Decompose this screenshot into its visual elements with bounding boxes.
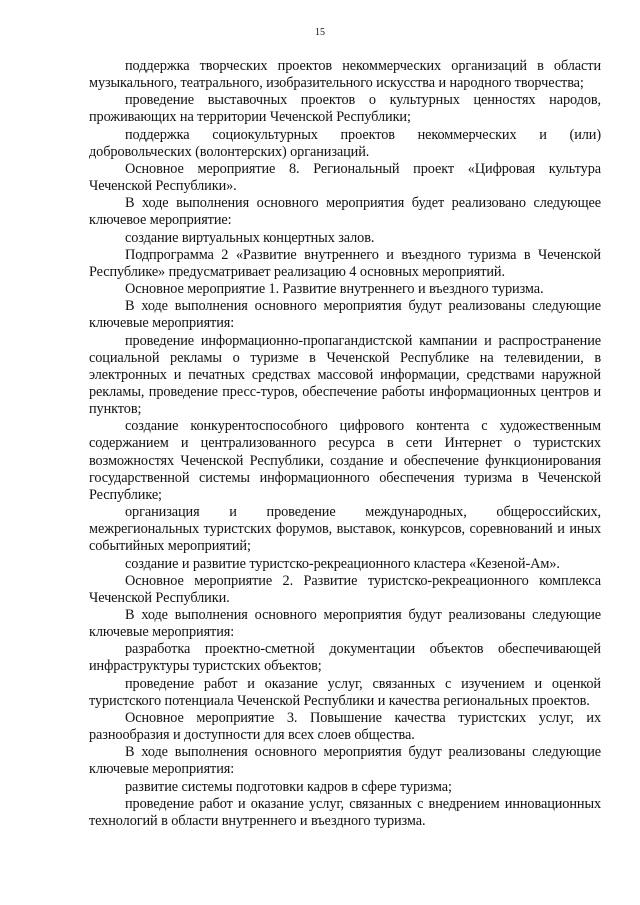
paragraph: разработка проектно-сметной документации объектов обеспечивающей инфраструктуры туристских объектов;	[89, 641, 601, 675]
paragraph: проведение выставочных проектов о культурных ценностях народов, проживающих на территории Чеченской Республики;	[89, 92, 601, 126]
paragraph: проведение информационно-пропагандистской кампании и распространение социальной рекламы о туризме в Чеченской Республике на телевидении, в электронных и печатных средствах массовой информации, средствами наружной рекламы, проведение пресс-туров, обеспечение работы информационных центров и пунктов;	[89, 332, 601, 418]
paragraph: В ходе выполнения основного мероприятия будут реализованы следующие ключевые мероприятия:	[89, 607, 601, 641]
document-body	[89, 58, 601, 830]
page-number: 15	[315, 27, 325, 38]
paragraph: Подпрограмма 2 «Развитие внутреннего и въездного туризма в Чеченской Республике» предусматривает реализацию 4 основных мероприятий.	[89, 246, 601, 280]
paragraph: проведение работ и оказание услуг, связанных с изучением и оценкой туристского потенциала Чеченской Республики и качества региональных проектов.	[89, 675, 601, 709]
paragraph: создание виртуальных концертных залов.	[125, 229, 375, 246]
paragraph: В ходе выполнения основного мероприятия будет реализовано следующее ключевое мероприятие:	[89, 195, 601, 229]
paragraph: проведение работ и оказание услуг, связанных с внедрением инновационных технологий в области внутреннего и въездного туризма.	[89, 795, 601, 829]
paragraph: поддержка творческих проектов некоммерческих организаций в области музыкального, театрального, изобразительного искусства и народного творчества;	[89, 58, 601, 92]
paragraph: организация и проведение международных, общероссийских, межрегиональных туристских форумов, выставок, конкурсов, соревнований и иных событийных мероприятий;	[89, 504, 601, 555]
paragraph: В ходе выполнения основного мероприятия будут реализованы следующие ключевые мероприятия:	[89, 298, 601, 332]
paragraph: создание конкурентоспособного цифрового контента с художественным содержанием и централизованного ресурса в сети Интернет о туристских возможностях Чеченской Республики, создание и обеспечение функционирования государственной системы информационного обеспечения туризма в Чеченской Республике;	[89, 418, 601, 503]
paragraph: развитие системы подготовки кадров в сфере туризма;	[125, 778, 452, 795]
paragraph: Основное мероприятие 1. Развитие внутреннего и въездного туризма.	[125, 281, 544, 298]
paragraph: создание и развитие туристско-рекреационного кластера «Кезеной-Ам».	[125, 555, 560, 572]
paragraph: Основное мероприятие 3. Повышение качества туристских услуг, их разнообразия и доступности для всех слоев общества.	[89, 709, 601, 744]
paragraph: поддержка социокультурных проектов некоммерческих и (или) добровольческих (волонтерских) организаций.	[89, 126, 601, 160]
paragraph: В ходе выполнения основного мероприятия будут реализованы следующие ключевые мероприятия:	[89, 744, 601, 778]
paragraph: Основное мероприятие 2. Развитие туристско-рекреационного комплекса Чеченской Республики.	[89, 572, 601, 606]
paragraph: Основное мероприятие 8. Региональный проект «Цифровая культура Чеченской Республики».	[89, 160, 601, 195]
